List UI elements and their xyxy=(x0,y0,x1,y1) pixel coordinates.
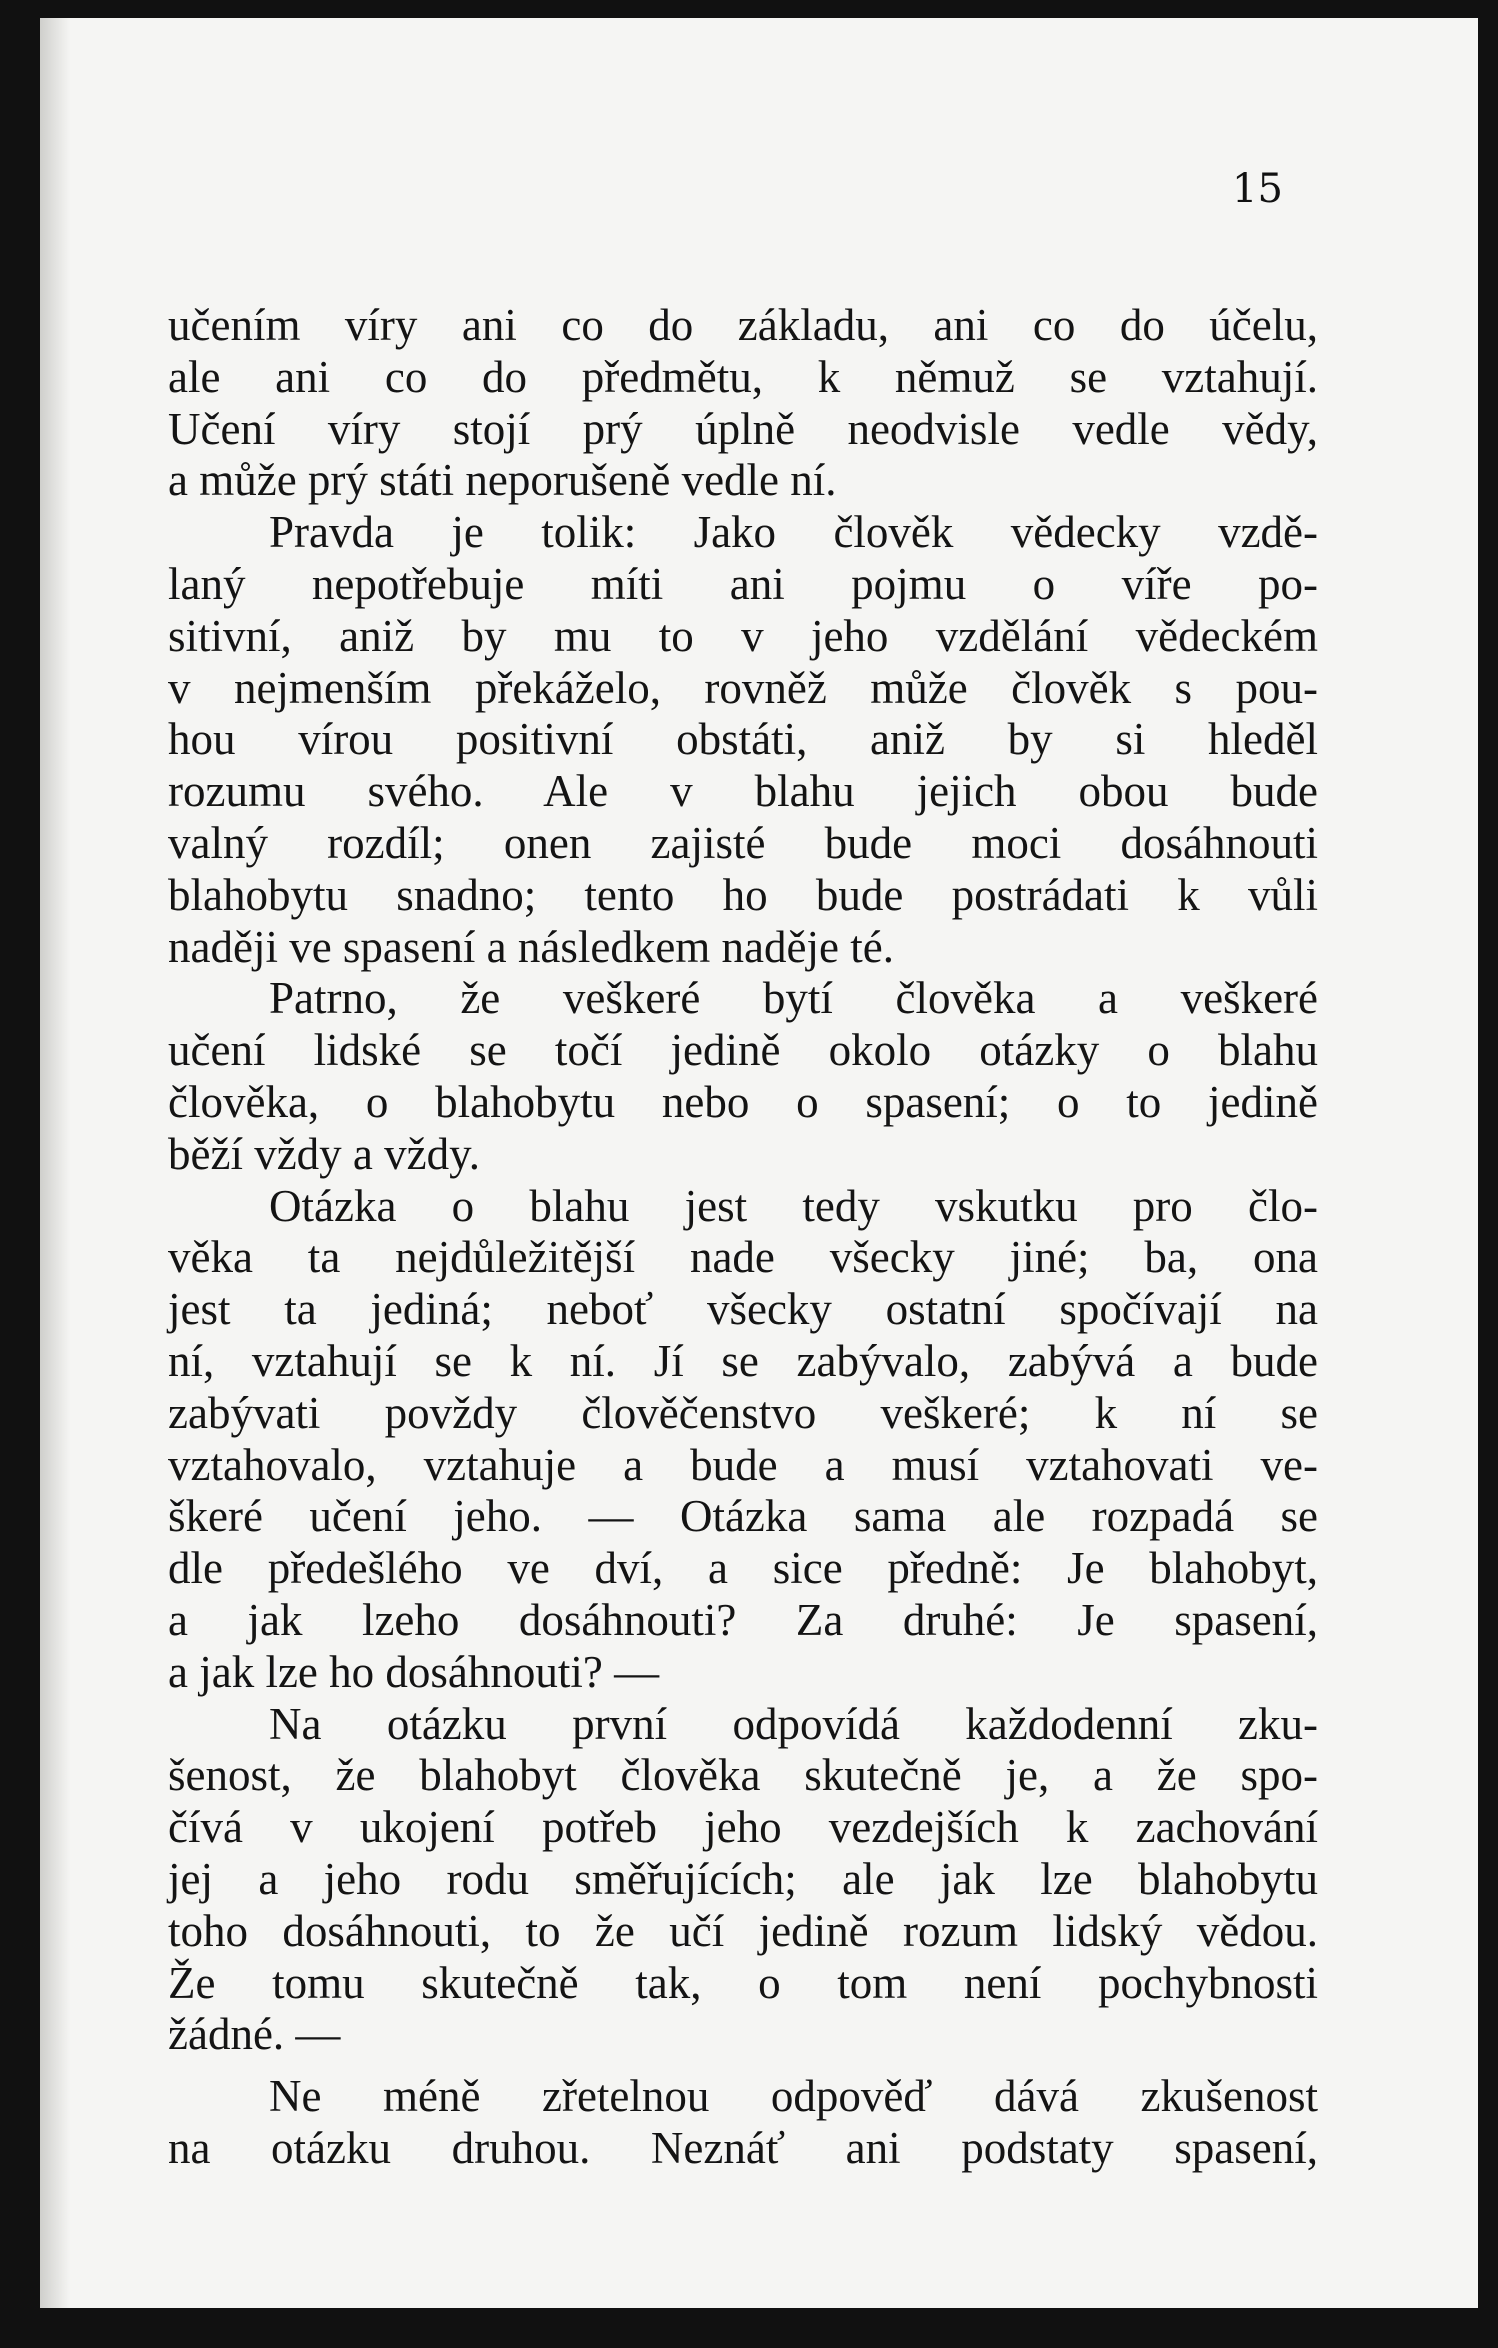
text-line: blahobytu snadno; tento ho bude postrádati k vůli xyxy=(168,869,1318,920)
text-line: dle předešlého ve dví, a sice předně: Je blahobyt, xyxy=(168,1543,1318,1594)
text-line: věka ta nejdůležitější nade všecky jiné; ba, ona xyxy=(168,1232,1318,1283)
text-line: Pravda je tolik: Jako člověk vědecky vzdě- xyxy=(269,507,1318,558)
text-line: laný nepotřebuje míti ani pojmu o víře po- xyxy=(168,558,1318,609)
page-number: 15 xyxy=(1232,166,1283,212)
text-line: žádné. — xyxy=(168,2009,341,2060)
text-line: ale ani co do předmětu, k němuž se vztahují. xyxy=(168,351,1318,402)
text-line: valný rozdíl; onen zajisté bude moci dosáhnouti xyxy=(168,817,1318,868)
text-line: Na otázku první odpovídá každodenní zku- xyxy=(269,1698,1318,1749)
text-line: Učení víry stojí prý úplně neodvisle vedle vědy, xyxy=(168,403,1318,454)
text-line: a může prý státi neporušeně vedle ní. xyxy=(168,455,837,506)
text-line: zabývati povždy člověčenstvo veškeré; k ní se xyxy=(168,1387,1318,1438)
text-line: a jak lze ho dosáhnouti? — xyxy=(168,1646,660,1697)
text-line: Že tomu skutečně tak, o tom není pochybnosti xyxy=(168,1957,1318,2008)
text-line: jest ta jediná; neboť všecky ostatní spočívají na xyxy=(168,1284,1318,1335)
text-line: čívá v ukojení potřeb jeho vezdejších k zachování xyxy=(168,1802,1318,1853)
text-line: člověka, o blahobytu nebo o spasení; o to jedině xyxy=(168,1076,1318,1127)
text-line: Ne méně zřetelnou odpověď dává zkušenost xyxy=(269,2071,1318,2122)
text-line: učením víry ani co do základu, ani co do účelu, xyxy=(168,300,1318,350)
text-line: jej a jeho rodu směřujících; ale jak lze blahobytu xyxy=(168,1853,1318,1904)
text-line: Otázka o blahu jest tedy vskutku pro člo- xyxy=(269,1180,1318,1231)
text-line: v nejmenším překáželo, rovněž může člověk s pou- xyxy=(168,662,1318,713)
text-line: šenost, že blahobyt člověka skutečně je, a že spo- xyxy=(168,1750,1318,1801)
text-line: vztahovalo, vztahuje a bude a musí vztahovati ve- xyxy=(168,1439,1318,1490)
text-line: toho dosáhnouti, to že učí jedině rozum lidský vědou. xyxy=(168,1905,1318,1956)
page-edge-shadow xyxy=(40,18,70,2308)
text-line: naději ve spasení a následkem naděje té. xyxy=(168,921,894,972)
body-text xyxy=(168,300,1318,2175)
book-page xyxy=(40,18,1478,2308)
text-line: a jak lzeho dosáhnouti? Za druhé: Je spasení, xyxy=(168,1594,1318,1645)
text-line: rozumu svého. Ale v blahu jejich obou bude xyxy=(168,766,1318,817)
text-line: sitivní, aniž by mu to v jeho vzdělání vědeckém xyxy=(168,610,1318,661)
text-line: běží vždy a vždy. xyxy=(168,1128,480,1179)
text-line: hou vírou positivní obstáti, aniž by si hleděl xyxy=(168,714,1318,765)
text-line: učení lidské se točí jedině okolo otázky o blahu xyxy=(168,1025,1318,1076)
text-line: Patrno, že veškeré bytí člověka a veškeré xyxy=(269,973,1318,1024)
text-line: škeré učení jeho. — Otázka sama ale rozpadá se xyxy=(168,1491,1318,1542)
text-line: na otázku druhou. Neznáť ani podstaty spasení, xyxy=(168,2122,1318,2173)
text-line: ní, vztahují se k ní. Jí se zabývalo, zabývá a bude xyxy=(168,1335,1318,1386)
